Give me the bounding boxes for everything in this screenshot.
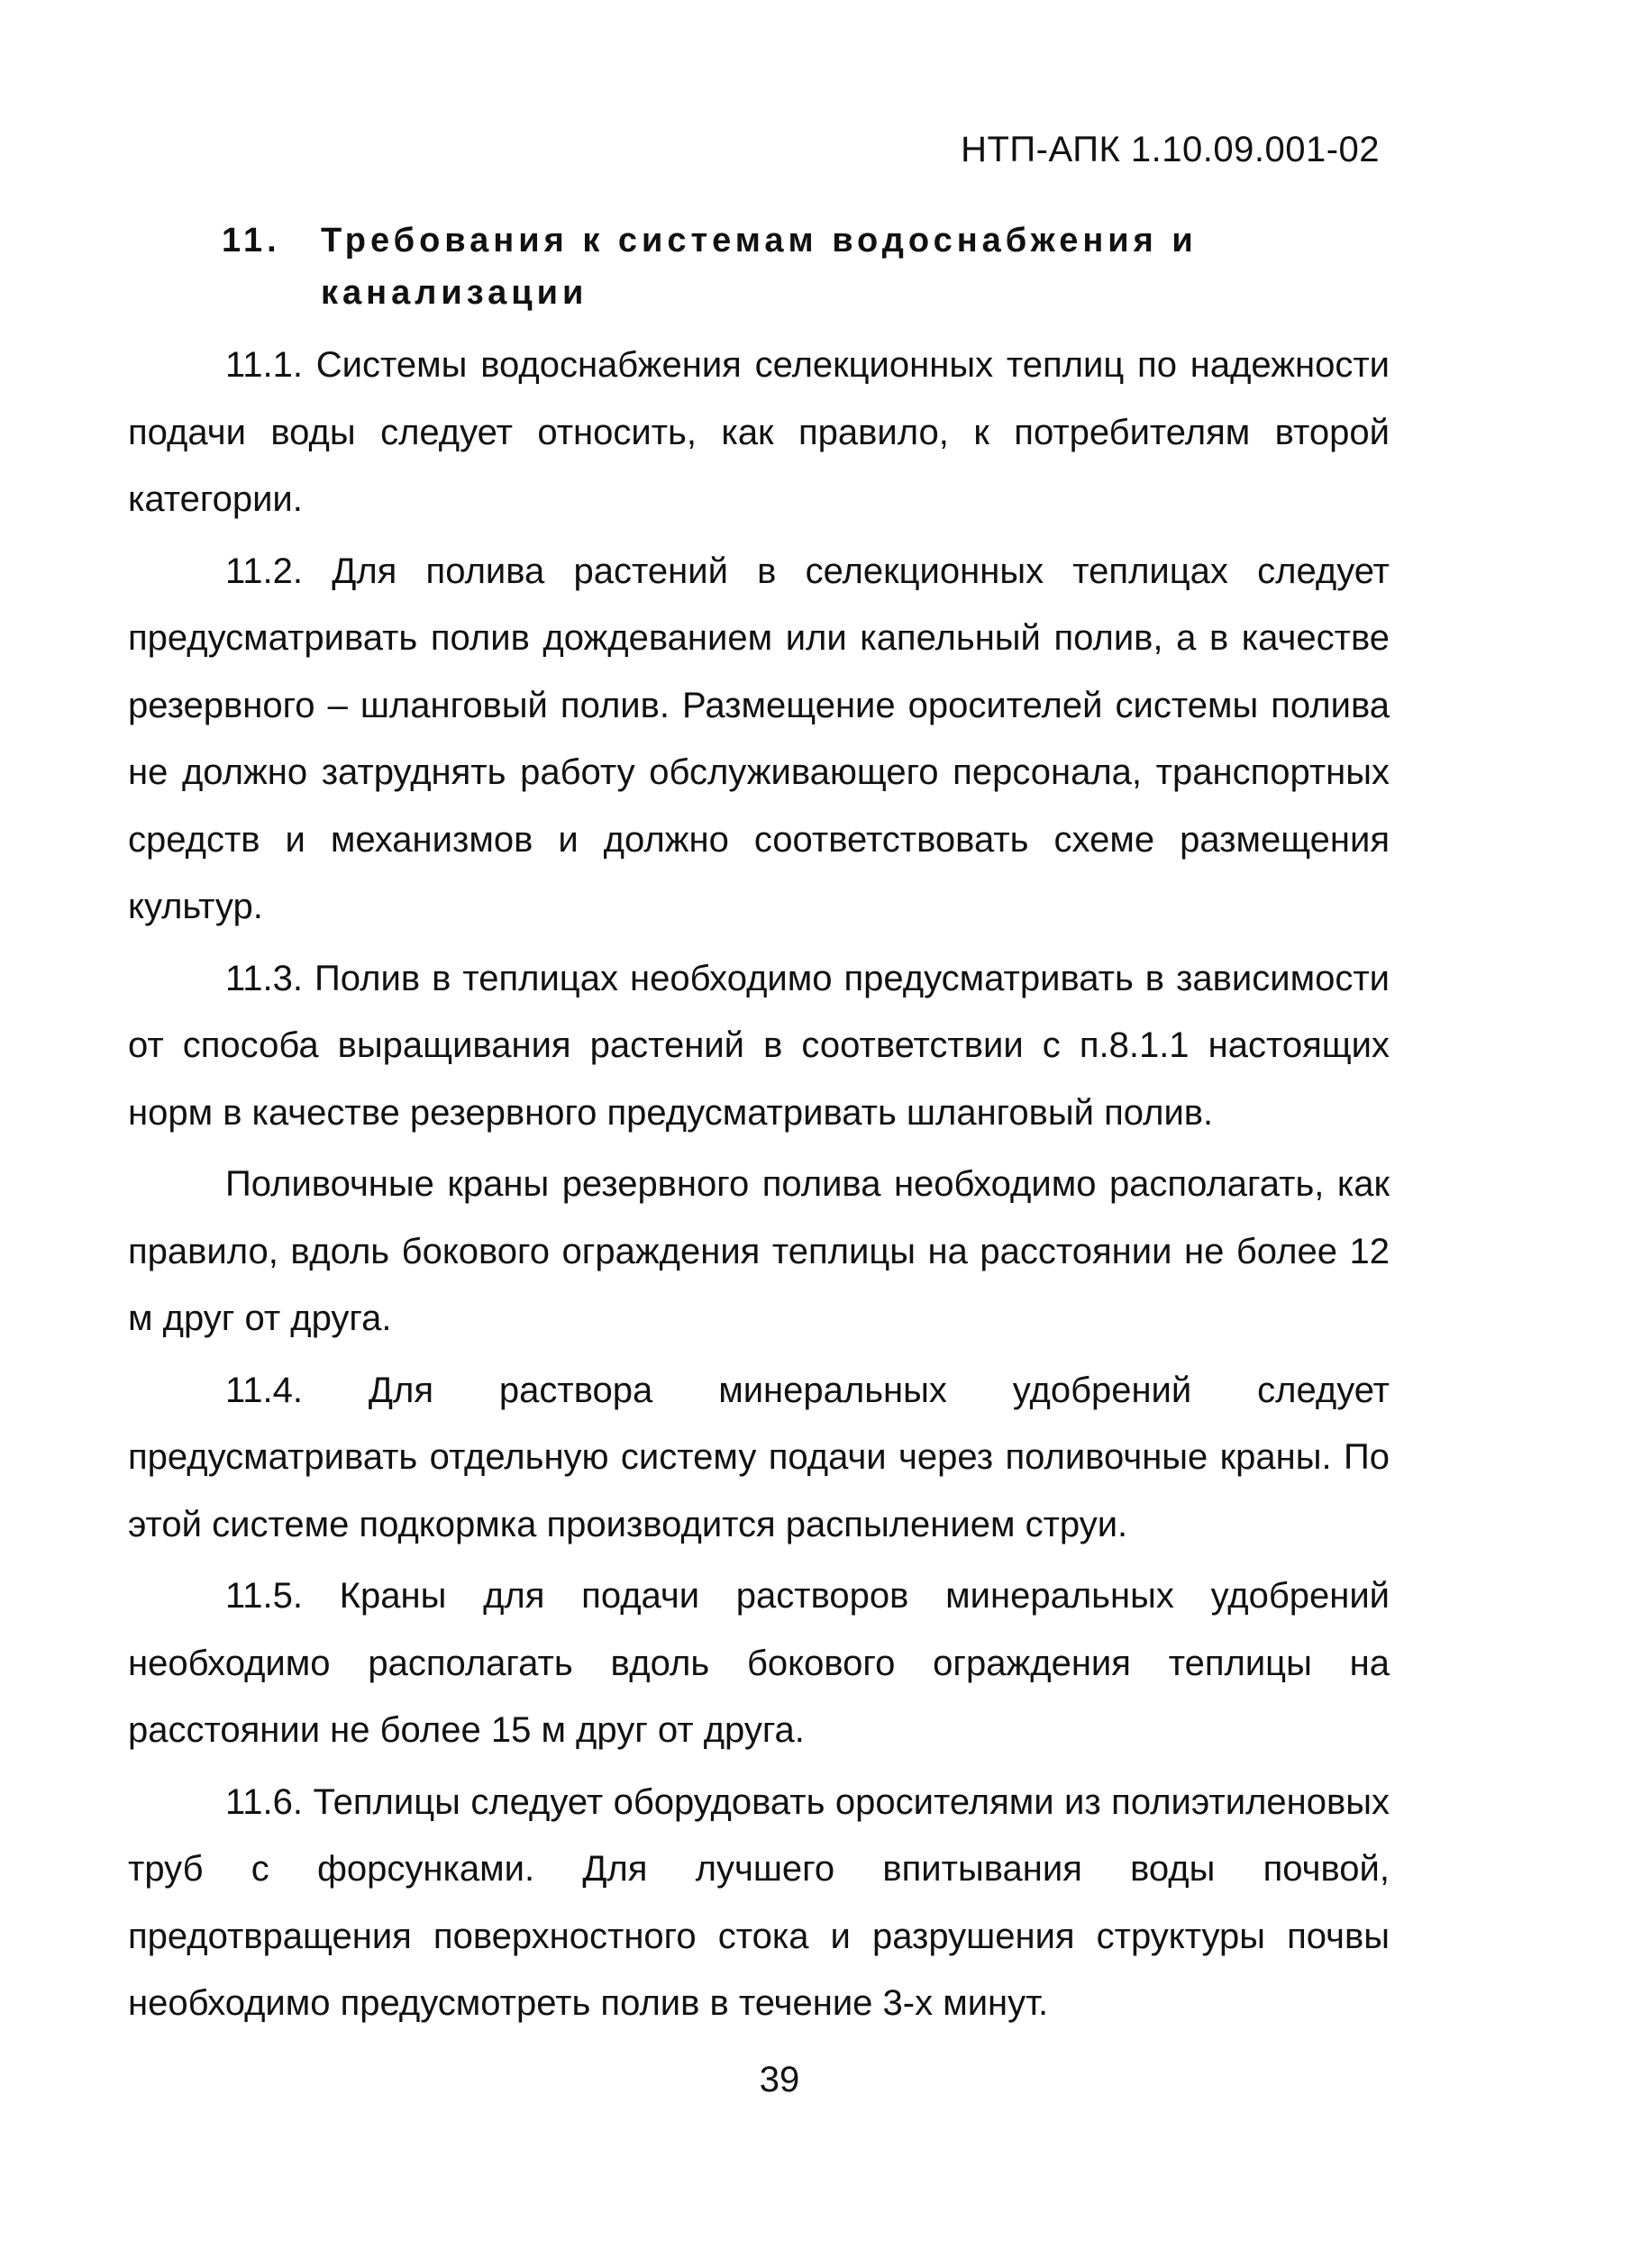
page-number: 39 bbox=[759, 2060, 800, 2099]
section-heading bbox=[222, 214, 1303, 319]
paragraph-11-1: 11.1. Системы водоснабжения селекционных теплиц по надежности подачи воды следует относить, как правило, к потребителям второй категории. bbox=[128, 345, 1390, 519]
paragraph-11-4: 11.4. Для раствора минеральных удобрений следует предусматривать отдельную систему подачи через поливочные краны. По этой системе подкормка производится распылением струи. bbox=[128, 1370, 1390, 1544]
paragraph-11-5: 11.5. Краны для подачи растворов минеральных удобрений необходимо располагать вдоль бокового ограждения теплицы на расстоянии не более 15 м друг от друга. bbox=[128, 1576, 1390, 1750]
document-body bbox=[128, 332, 1390, 2042]
paragraph-11-6: 11.6. Теплицы следует оборудовать оросителями из полиэтиленовых труб с форсунками. Для лучшего впитывания воды почвой, предотвращения поверхностного стока и разрушения структуры почвы необходимо предусмотреть полив в течение 3-х минут. bbox=[128, 1781, 1390, 2023]
paragraph-11-3: 11.3. Полив в теплицах необходимо предусматривать в зависимости от способа выращивания растений в соответствии с п.8.1.1 настоящих норм в качестве резервного предусматривать шланговый полив. bbox=[128, 958, 1390, 1133]
section-title: Требования к системам водоснабжения и канализации bbox=[321, 222, 1198, 312]
document-code: НТП-АПК 1.10.09.001-02 bbox=[961, 130, 1380, 169]
section-number: 11. bbox=[222, 222, 281, 260]
paragraph-11-2: 11.2. Для полива растений в селекционных теплицах следует предусматривать полив дождеванием или капельный полив, а в качестве резервного – шланговый полив. Размещение оросителей системы полива не должно затруднять работу обслуживающего персонала, транспортных средств и механизмов и должно соответствовать схеме размещения культур. bbox=[128, 551, 1390, 926]
paragraph-11-3-cont: Поливочные краны резервного полива необходимо располагать, как правило, вдоль бокового ограждения теплицы на расстоянии не более 12 м друг от друга. bbox=[128, 1164, 1390, 1338]
